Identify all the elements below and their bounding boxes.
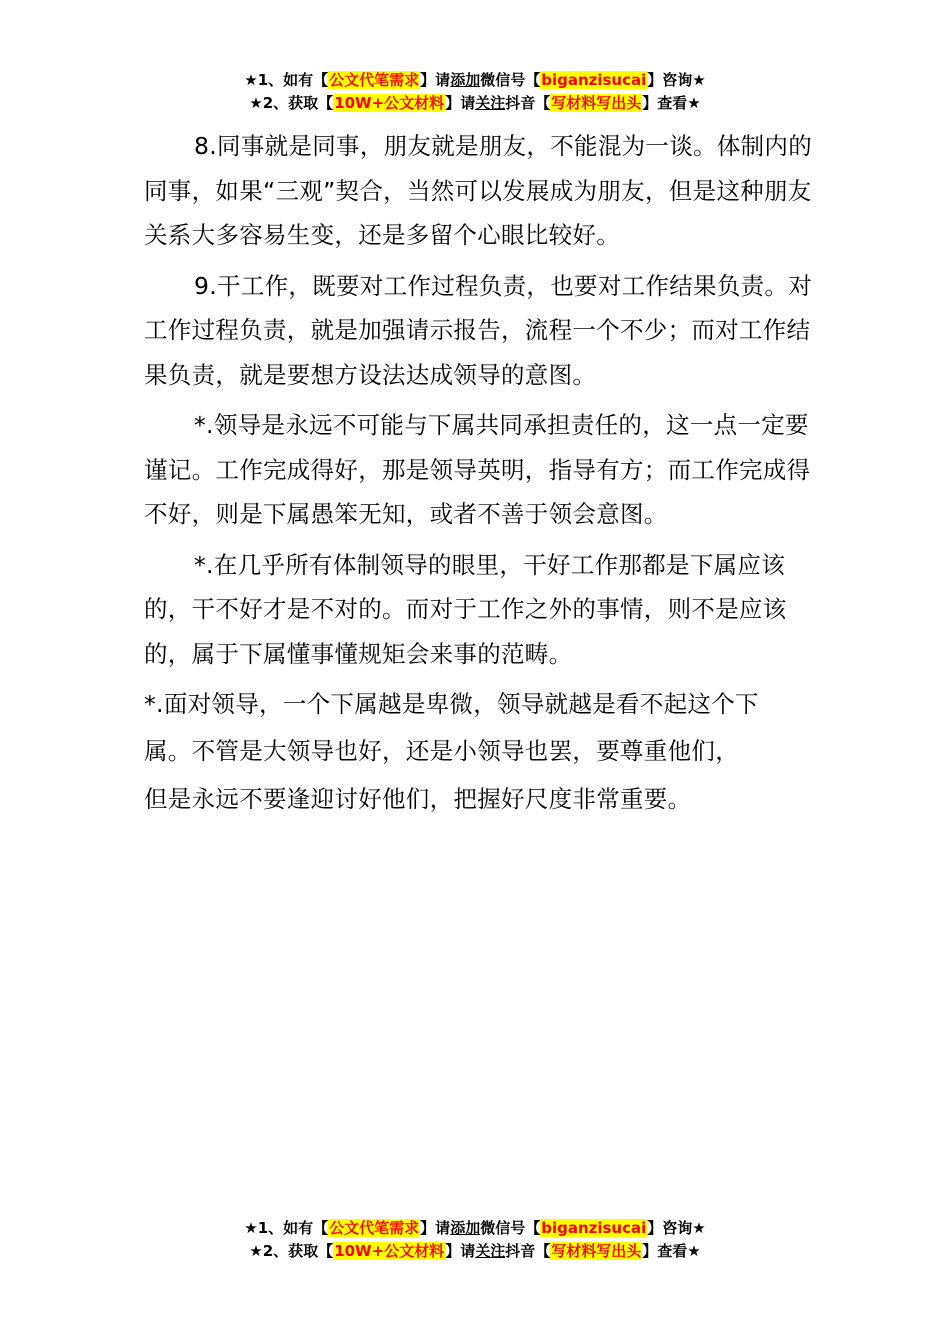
highlight-materials: 10W+公文材料 (334, 94, 445, 112)
paragraph-leader-view: *.在几乎所有体制领导的眼里，干好工作那都是下属应该的，干不好才是不对的。而对于工作之外的事情，则不是应该的，属于下属懂事懂规矩会来事的范畴。 (144, 550, 787, 668)
paragraph-line: 属。不管是大领导也好，还是小领导也罢，要尊重他们， (144, 736, 739, 765)
banner-text: 】查看★ (642, 94, 701, 112)
banner-text: ★1、如有【 (244, 71, 329, 89)
highlight-douyin-account: 写材料写出头 (551, 94, 642, 112)
banner-underlined-text: 添加 (450, 71, 481, 89)
paragraph-facing-leader (144, 682, 824, 823)
paragraph-8: 8.同事就是同事，朋友就是朋友，不能混为一谈。体制内的同事，如果“三观”契合，当然可以发展成为朋友，但是这种朋友关系大多容易生变，还是多留个心眼比较好。 (144, 132, 813, 249)
banner-text: 】查看★ (642, 1242, 701, 1260)
banner-text: 抖音【 (505, 1242, 551, 1260)
banner-underlined-text: 关注 (475, 94, 506, 112)
banner-text: ★1、如有【 (244, 1219, 329, 1237)
banner-text: 抖音【 (505, 94, 551, 112)
banner-line-2 (0, 92, 950, 115)
paragraph-line: *.面对领导，一个下属越是卑微，领导就越是看不起这个下 (144, 690, 759, 718)
banner-text: 微信号【 (480, 1219, 541, 1237)
banner-text: ★2、获取【 (249, 1242, 334, 1260)
banner-text: 】咨询★ (647, 71, 706, 89)
highlight-service: 公文代笔需求 (329, 1219, 420, 1237)
header-banner (0, 69, 950, 115)
highlight-service: 公文代笔需求 (329, 71, 420, 89)
paragraph-9: 9.干工作，既要对工作过程负责，也要对工作结果负责。对工作过程负责，就是加强请示报告，流程一个不少；而对工作结果负责，就是要想方设法达成领导的意图。 (144, 271, 813, 389)
document-body (144, 124, 824, 829)
paragraph-line: 但是永远不要逢迎讨好他们，把握好尺度非常重要。 (144, 784, 692, 813)
banner-text: 微信号【 (480, 71, 541, 89)
banner-text: 】请 (445, 94, 476, 112)
paragraph-leader-responsibility: *.领导是永远不可能与下属共同承担责任的，这一点一定要谨记。工作完成得好，那是领导英明，指导有方；而工作完成得不好，则是下属愚笨无知，或者不善于领会意图。 (144, 411, 811, 528)
banner-line-1 (0, 1217, 950, 1240)
banner-line-1 (0, 69, 950, 92)
banner-text: 】请 (420, 1219, 451, 1237)
banner-underlined-text: 添加 (450, 1219, 481, 1237)
banner-text: 】咨询★ (647, 1219, 706, 1237)
banner-text: 】请 (445, 1242, 476, 1260)
banner-text: 】请 (420, 71, 451, 89)
highlight-wechat-id: biganzisucai (541, 1219, 647, 1237)
highlight-douyin-account: 写材料写出头 (551, 1242, 642, 1260)
highlight-materials: 10W+公文材料 (334, 1242, 445, 1260)
footer-banner (0, 1217, 950, 1263)
banner-text: ★2、获取【 (249, 94, 334, 112)
banner-underlined-text: 关注 (475, 1242, 506, 1260)
highlight-wechat-id: biganzisucai (541, 71, 647, 89)
banner-line-2 (0, 1240, 950, 1263)
